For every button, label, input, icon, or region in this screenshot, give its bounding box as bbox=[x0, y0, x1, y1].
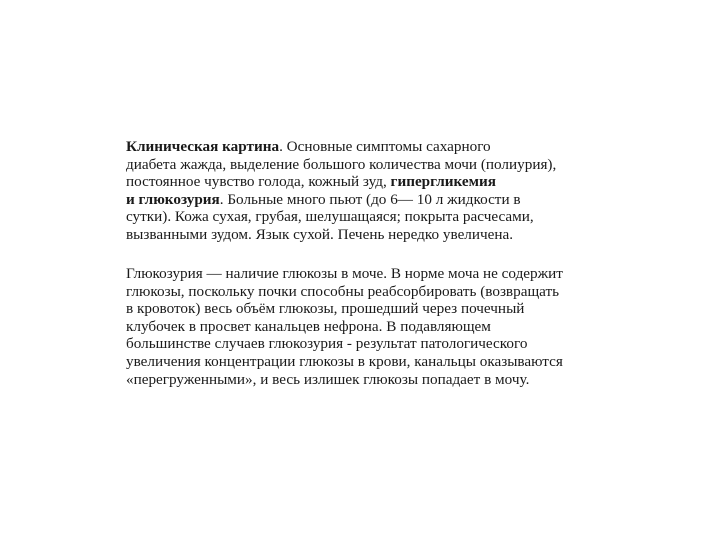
text-line bbox=[126, 265, 606, 283]
text-run: увеличения концентрации глюкозы в крови, канальцы оказываются bbox=[126, 352, 563, 370]
text-line bbox=[126, 300, 606, 318]
text-run: постоянное чувство голода, кожный зуд, bbox=[126, 173, 391, 191]
text-run: . Основные симптомы сахарного bbox=[279, 138, 491, 155]
hyperglycemia-term: гипергликемия bbox=[390, 173, 496, 191]
text-line bbox=[126, 208, 606, 226]
text-run: диабета жажда, выделение большого количества мочи (полиурия), bbox=[126, 155, 557, 173]
text-line bbox=[126, 156, 606, 174]
text-run: вызванными зудом. Язык сухой. Печень нередко увеличена. bbox=[126, 225, 514, 243]
text-run: в кровоток) весь объём глюкозы, прошедший через почечный bbox=[126, 300, 525, 318]
text-line bbox=[126, 283, 606, 301]
text-run: Глюкозурия — наличие глюкозы в моче. В норме моча не содержит bbox=[126, 265, 563, 282]
text-line bbox=[126, 318, 606, 336]
text-line bbox=[126, 335, 606, 353]
clinical-picture-heading: Клиническая картина bbox=[126, 138, 280, 155]
text-run: клубочек в просвет канальцев нефрона. В подавляющем bbox=[126, 317, 491, 335]
text-line bbox=[126, 191, 606, 209]
text-line bbox=[126, 173, 606, 191]
clinical-picture-paragraph bbox=[126, 138, 606, 244]
glucosuria-paragraph bbox=[126, 265, 606, 388]
text-line bbox=[126, 138, 606, 156]
text-run: . Больные много пьют (до 6— 10 л жидкости в bbox=[219, 190, 521, 208]
text-run: глюкозы, поскольку почки способны реабсорбировать (возвращать bbox=[126, 282, 560, 300]
glucosuria-term: и глюкозурия bbox=[126, 190, 220, 208]
text-line bbox=[126, 353, 606, 371]
text-run: большинстве случаев глюкозурия - результат патологического bbox=[126, 335, 528, 353]
text-run: сутки). Кожа сухая, грубая, шелушащаяся; покрыта расчесами, bbox=[126, 208, 534, 226]
text-run: «перегруженными», и весь излишек глюкозы попадает в мочу. bbox=[126, 370, 530, 388]
text-line bbox=[126, 371, 606, 389]
text-line bbox=[126, 226, 606, 244]
